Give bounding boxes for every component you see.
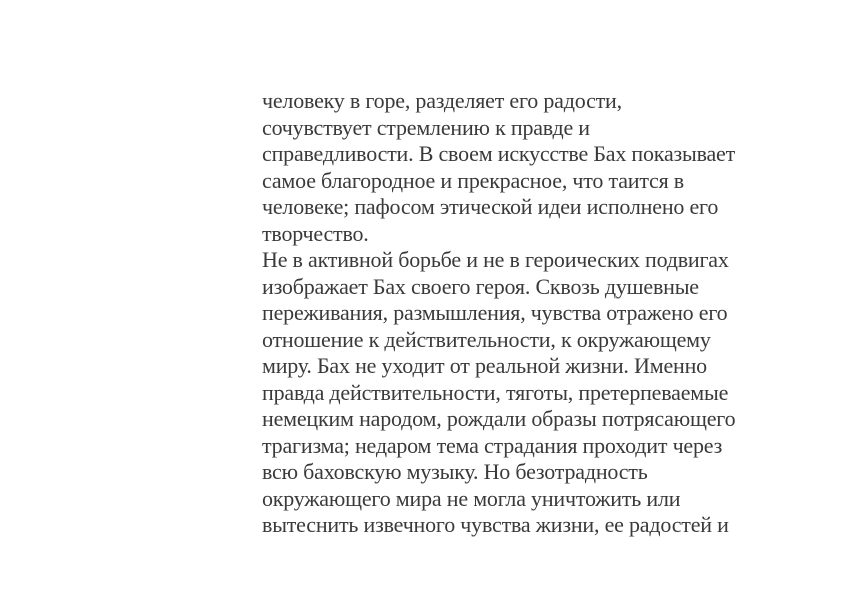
text-line: переживания, размышления, чувства отражено его (262, 300, 728, 325)
text-line: миру. Бах не уходит от реальной жизни. Именно (262, 353, 707, 378)
text-line: справедливости. В своем искусстве Бах показывает (262, 141, 736, 166)
text-line: трагизма; недаром тема страдания проходит через (262, 432, 723, 458)
text-line: сочувствует стремлению к правде и (262, 114, 590, 140)
text-line: окружающего мира не могла уничтожить или (262, 485, 681, 511)
text-line: человеке; пафосом этической идеи исполнено его (262, 194, 719, 219)
text-line: самое благородное и прекрасное, что таится в (262, 167, 684, 193)
text-line: немецким народом, рождали образы потрясающего (262, 406, 736, 431)
text-line: правда действительности, тяготы, претерпеваемые (262, 379, 729, 405)
body-text (262, 88, 802, 539)
text-line: творчество. (262, 220, 369, 246)
text-line: вытеснить извечного чувства жизни, ее радостей и (262, 512, 729, 537)
text-line: отношение к действительности, к окружающему (262, 326, 711, 352)
text-line: всю баховскую музыку. Но безотрадность (262, 459, 648, 484)
text-line: человеку в горе, разделяет его радости, (262, 88, 622, 113)
text-line: изображает Бах своего героя. Сквозь душевные (262, 273, 699, 299)
text-line: Не в активной борьбе и не в героических подвигах (262, 247, 729, 272)
